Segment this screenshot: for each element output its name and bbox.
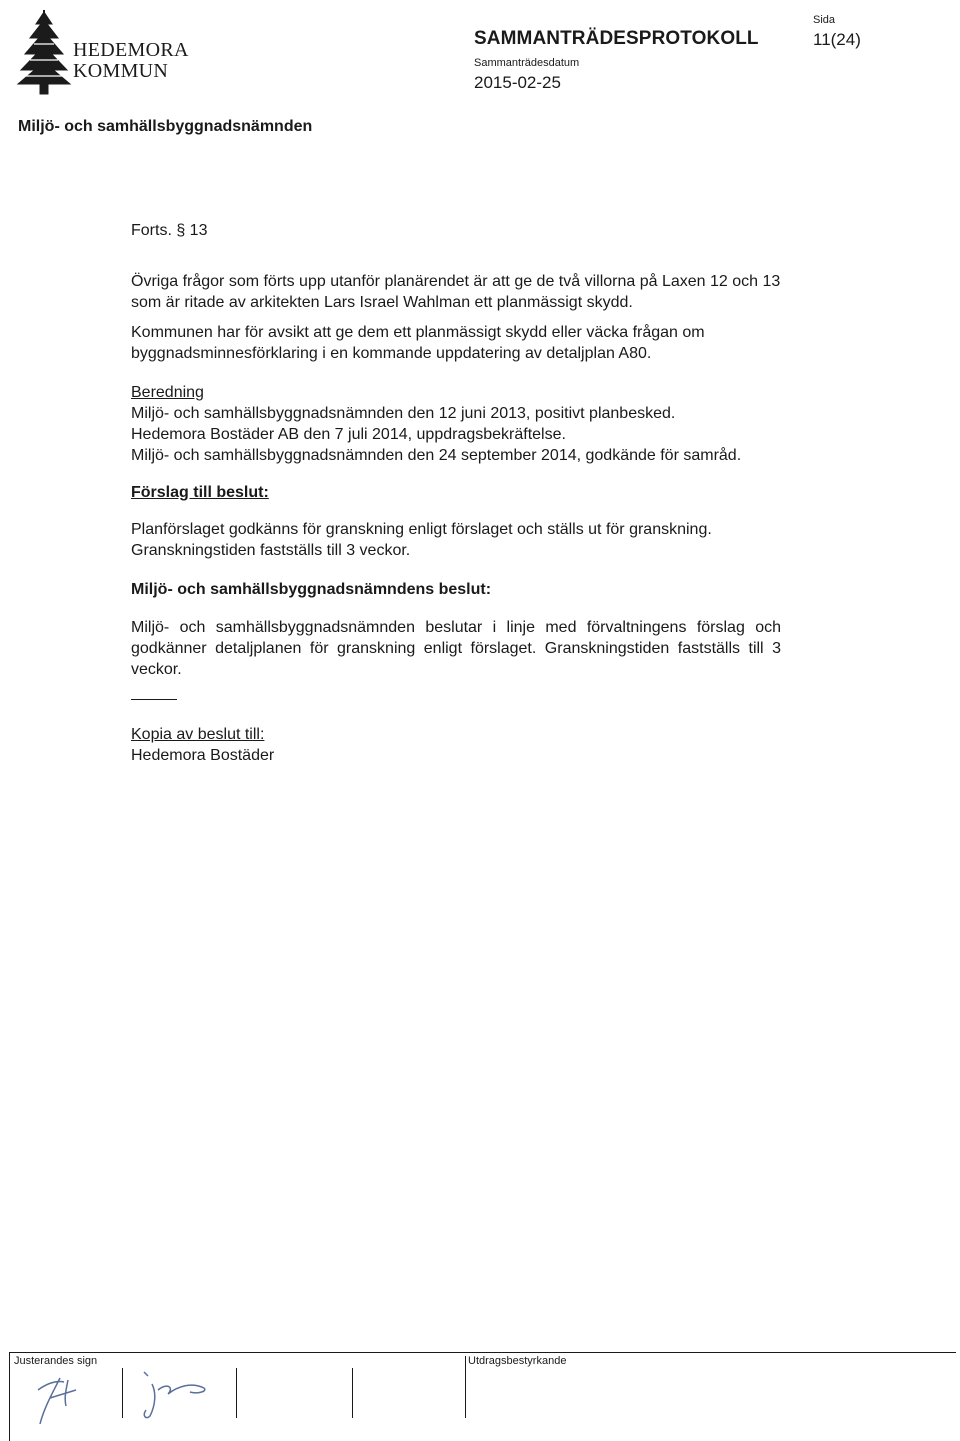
beredning-item: Miljö- och samhällsbyggnadsnämnden den 12 juni 2013, positivt planbesked. xyxy=(131,405,676,422)
municipality-name-line1: HEDEMORA xyxy=(73,39,189,61)
signer-label: Justerandes sign xyxy=(14,1355,98,1367)
municipality-name xyxy=(73,40,189,82)
proposal-text: Planförslaget godkänns för granskning enligt förslaget och ställs ut för granskning. Granskningstiden fastställs till 3 veckor. xyxy=(131,521,712,559)
signature-divider xyxy=(352,1368,353,1418)
paragraph-other-issues: Övriga frågor som förts upp utanför planärendet är att ge de två villorna på Laxen 12 och 13 som är ritade av arkitekten Lars Israel Wahlman ett planmässigt skydd. xyxy=(131,273,781,311)
document-title: SAMMANTRÄDESPROTOKOLL xyxy=(474,28,759,49)
section-reference: Forts. § 13 xyxy=(131,222,208,239)
signature-divider xyxy=(465,1356,466,1418)
decision-text: Miljö- och samhällsbyggnadsnämnden beslutar i linje med förvaltningens förslag och godkänner detaljplanen för granskning enligt förslaget. Granskningstiden fastställs till 3 veckor. xyxy=(131,619,781,678)
copy-recipient: Hedemora Bostäder xyxy=(131,747,275,764)
page-number: 11(24) xyxy=(813,30,861,49)
handwritten-signature-2 xyxy=(138,1364,228,1424)
handwritten-signature-1 xyxy=(30,1368,110,1428)
copy-heading: Kopia av beslut till: xyxy=(131,726,265,743)
protocol-body xyxy=(131,220,781,766)
beredning-item: Miljö- och samhällsbyggnadsnämnden den 24 september 2014, godkände för samråd. xyxy=(131,447,742,464)
certifier-label: Utdragsbestyrkande xyxy=(468,1355,567,1367)
proposal-heading: Förslag till beslut: xyxy=(131,484,269,501)
municipality-name-line2: KOMMUN xyxy=(73,60,169,82)
meeting-date-label: Sammanträdesdatum xyxy=(474,57,580,69)
page-label: Sida xyxy=(813,14,836,26)
signature-divider xyxy=(122,1368,123,1418)
beredning-item: Hedemora Bostäder AB den 7 juli 2014, uppdragsbekräftelse. xyxy=(131,426,566,443)
separator-line xyxy=(131,699,177,700)
committee-name: Miljö- och samhällsbyggnadsnämnden xyxy=(18,118,313,135)
paragraph-protection-intent: Kommunen har för avsikt att ge dem ett planmässigt skydd eller väcka frågan om byggnadsminnesförklaring i en kommande uppdatering av detaljplan A80. xyxy=(131,324,705,362)
beredning-heading: Beredning xyxy=(131,384,204,401)
decision-heading: Miljö- och samhällsbyggnadsnämndens beslut: xyxy=(131,581,492,598)
signature-divider xyxy=(236,1368,237,1418)
meeting-date-value: 2015-02-25 xyxy=(474,73,561,92)
